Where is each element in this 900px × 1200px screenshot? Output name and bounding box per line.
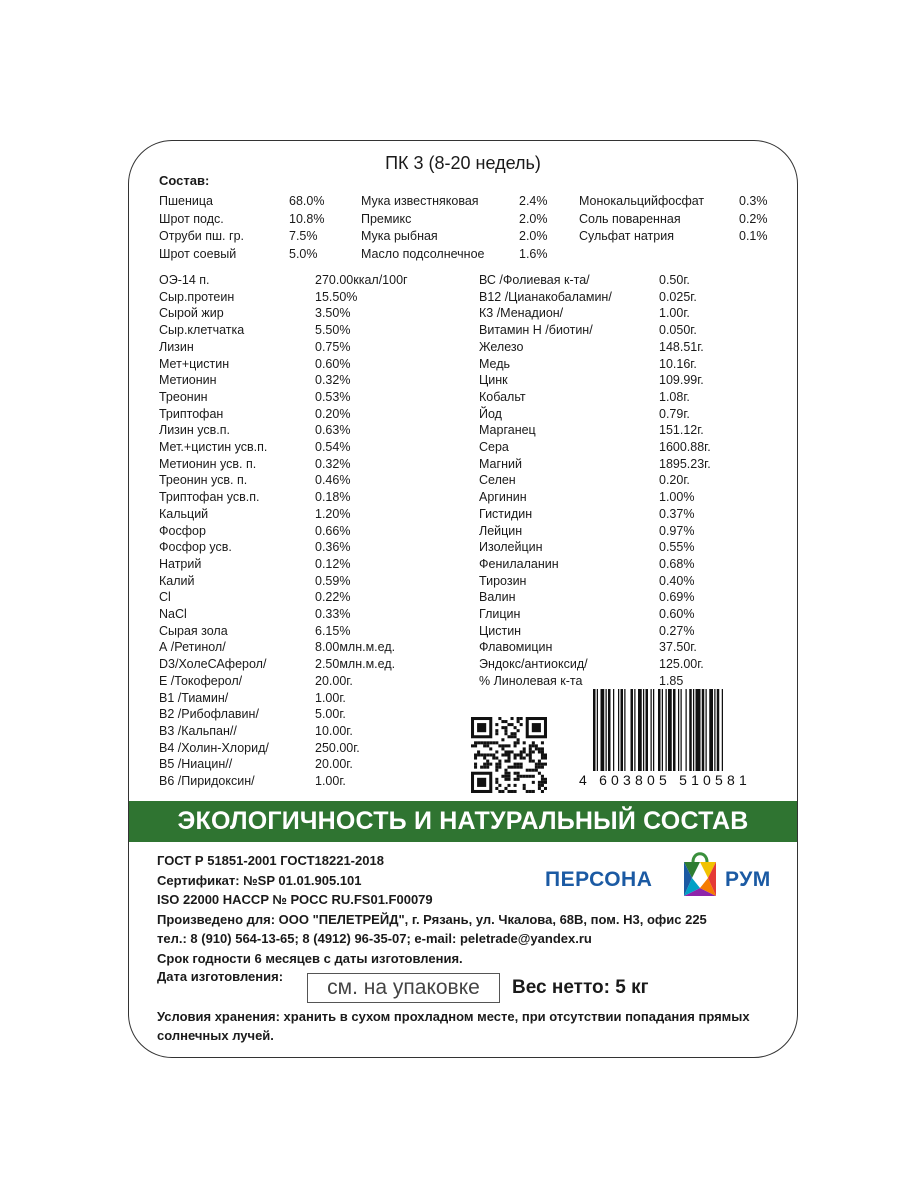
item-value: 5.50%	[315, 323, 351, 338]
item-value: 0.66%	[315, 523, 351, 538]
item-name: В4 /Холин-Хлорид/	[159, 740, 269, 755]
nutrient-row	[159, 322, 408, 339]
item-name: Е /Токоферол/	[159, 673, 243, 688]
item-value: 10.16г.	[659, 356, 697, 371]
item-name: Премикс	[361, 211, 412, 226]
item-value: 151.12г.	[659, 423, 704, 438]
item-name: Триптофан	[159, 406, 224, 421]
shopping-bag-icon	[680, 848, 720, 900]
nutrient-row	[159, 573, 408, 590]
item-value: 0.36%	[315, 540, 351, 555]
item-value: 148.51г.	[659, 339, 704, 354]
item-value: 15.50%	[315, 289, 358, 304]
item-name: D3/ХолеСАферол/	[159, 657, 267, 672]
item-value: 1.00г.	[315, 774, 346, 789]
ingredient-row	[361, 228, 548, 246]
item-name: Витамин Н /биотин/	[479, 323, 593, 338]
item-value: 10.00г.	[315, 723, 353, 738]
item-value: 0.33%	[315, 607, 351, 622]
nutrient-row	[159, 690, 408, 707]
item-value: 1.00%	[659, 490, 695, 505]
nutrient-row	[479, 272, 711, 289]
item-value: 0.37%	[659, 506, 695, 521]
item-name: Кобальт	[479, 389, 526, 404]
nutrient-row	[159, 289, 408, 306]
item-value: 1.00г.	[315, 690, 346, 705]
item-value: 1.00г.	[659, 306, 690, 321]
item-name: Сульфат натрия	[579, 229, 674, 243]
product-title: ПК 3 (8-20 недель)	[385, 153, 541, 173]
item-value: 3.50%	[315, 306, 351, 321]
gost-line: ГОСТ Р 51851-2001 ГОСТ18221-2018	[157, 853, 384, 868]
ingredient-row	[579, 228, 768, 246]
item-name: Калий	[159, 573, 195, 588]
nutrient-row	[479, 639, 711, 656]
item-name: Лизин усв.п.	[159, 423, 230, 438]
item-name: Фенилаланин	[479, 556, 559, 571]
item-name: А /Ретинол/	[159, 640, 226, 655]
item-value: 20.00г.	[315, 673, 353, 688]
item-name: Сырой жир	[159, 306, 224, 321]
item-value: 0.32%	[315, 373, 351, 388]
item-value: 5.0%	[289, 246, 318, 261]
ingredient-row	[361, 211, 548, 229]
item-name: Изолейцин	[479, 540, 543, 555]
item-name: Лейцин	[479, 523, 523, 538]
item-value: 1895.23г.	[659, 456, 711, 471]
item-name: Магний	[479, 456, 522, 471]
nutrient-row	[159, 606, 408, 623]
item-name: Масло подсолнечное	[361, 246, 485, 261]
nutrient-row	[159, 272, 408, 289]
nutrient-row	[159, 523, 408, 540]
product-label	[128, 140, 798, 1058]
ingredient-row	[361, 193, 548, 211]
nutrient-row	[479, 506, 711, 523]
item-name: Метионин	[159, 373, 217, 388]
nutrient-row	[159, 489, 408, 506]
nutrient-row	[479, 606, 711, 623]
eco-banner: ЭКОЛОГИЧНОСТЬ И НАТУРАЛЬНЫЙ СОСТАВ	[129, 801, 797, 842]
nutrient-row	[479, 389, 711, 406]
item-name: Мет+цистин	[159, 356, 230, 371]
qr-code	[471, 717, 547, 793]
nutrient-row	[159, 339, 408, 356]
item-name: Метионин усв. п.	[159, 456, 257, 471]
ingredients-column-1	[159, 193, 324, 263]
item-name: Цистин	[479, 623, 522, 638]
item-value: 2.0%	[519, 229, 548, 243]
nutrient-row	[479, 556, 711, 573]
logo-text-right: РУМ	[725, 868, 771, 891]
nutrient-row	[159, 356, 408, 373]
item-value: 0.46%	[315, 473, 351, 488]
certificate-line: Сертификат: №SP 01.01.905.101	[157, 872, 362, 888]
item-name: Шрот подс.	[159, 211, 224, 226]
persona-rum-logo	[545, 846, 785, 906]
nutrient-row	[479, 305, 711, 322]
item-name: Шрот соевый	[159, 246, 237, 261]
nutrients-right-list	[479, 272, 711, 690]
item-name: Селен	[479, 473, 516, 488]
nutrient-row	[479, 289, 711, 306]
item-name: Натрий	[159, 556, 202, 571]
nutrient-row	[479, 356, 711, 373]
item-value: 0.55%	[659, 540, 695, 555]
item-name: Сыр.протеин	[159, 289, 235, 304]
nutrient-row	[479, 439, 711, 456]
item-value: 6.15%	[315, 623, 351, 638]
nutrient-row	[479, 489, 711, 506]
ingredients-column-3	[579, 193, 768, 246]
ingredients-column-2	[361, 193, 548, 263]
item-value: 1.6%	[519, 246, 548, 261]
nutrient-row	[159, 723, 408, 740]
ingredient-row	[579, 193, 768, 211]
item-value: 0.54%	[315, 440, 351, 455]
ingredient-row	[159, 228, 324, 246]
item-value: 0.63%	[315, 423, 351, 438]
item-value: 109.99г.	[659, 373, 704, 388]
nutrient-row	[479, 589, 711, 606]
nutrient-row	[159, 506, 408, 523]
item-value: 2.0%	[519, 211, 548, 226]
item-value: 0.18%	[315, 490, 351, 505]
item-value: 1.08г.	[659, 389, 690, 404]
item-value: 0.53%	[315, 389, 351, 404]
item-name: Монокальцийфосфат	[579, 194, 705, 208]
nutrient-row	[159, 456, 408, 473]
item-value: 0.50г.	[659, 273, 690, 287]
item-value: 68.0%	[289, 194, 325, 208]
item-name: NaCl	[159, 607, 187, 622]
nutrient-row	[479, 573, 711, 590]
item-value: 20.00г.	[315, 757, 353, 772]
item-value: 7.5%	[289, 229, 318, 243]
item-value: 0.2%	[739, 211, 768, 226]
nutrients-left-list	[159, 272, 408, 790]
item-name: Мука рыбная	[361, 229, 438, 243]
item-value: 0.68%	[659, 556, 695, 571]
item-name: В2 /Рибофлавин/	[159, 707, 259, 722]
item-name: ОЭ-14 п.	[159, 273, 210, 287]
producer-line: Произведено для: ООО "ПЕЛЕТРЕЙД", г. Рязань, ул. Чкалова, 68В, пом. Н3, офис 225	[157, 911, 707, 927]
item-value: 0.3%	[739, 194, 768, 208]
item-value: 0.025г.	[659, 289, 697, 304]
item-value: 1600.88г.	[659, 440, 711, 455]
item-name: Железо	[479, 339, 524, 354]
nutrient-row	[479, 539, 711, 556]
manufacture-date-box: см. на упаковке	[307, 973, 500, 1003]
iso-line: ISO 22000 HACCP № РОСС RU.FS01.F00079	[157, 892, 433, 907]
nutrient-row	[479, 322, 711, 339]
nutrient-row	[159, 623, 408, 640]
item-value: 2.4%	[519, 194, 548, 208]
item-value: 0.97%	[659, 523, 695, 538]
item-name: Медь	[479, 356, 511, 371]
item-name: Цинк	[479, 373, 508, 388]
item-value: 0.050г.	[659, 323, 697, 338]
ingredient-row	[579, 211, 768, 229]
item-name: Пшеница	[159, 194, 213, 208]
item-name: Марганец	[479, 423, 536, 438]
nutrient-row	[479, 656, 711, 673]
barcode	[577, 689, 773, 789]
nutrient-row	[159, 422, 408, 439]
item-name: Cl	[159, 590, 171, 605]
net-weight: Вес нетто: 5 кг	[512, 977, 649, 998]
item-value: 270.00ккал/100г	[315, 273, 408, 287]
item-name: В3 /Кальпан//	[159, 723, 237, 738]
item-value: 0.32%	[315, 456, 351, 471]
item-value: 2.50млн.м.ед.	[315, 657, 396, 672]
nutrient-row	[159, 740, 408, 757]
nutrient-row	[159, 556, 408, 573]
nutrient-row	[159, 389, 408, 406]
nutrient-row	[479, 523, 711, 540]
item-value: 8.00млн.м.ед.	[315, 640, 396, 655]
barcode-number: 4 603805 510581	[579, 772, 751, 788]
item-value: 125.00г.	[659, 657, 704, 672]
item-name: Эндокс/антиоксид/	[479, 657, 588, 672]
item-name: Флавомицин	[479, 640, 553, 655]
item-name: ВС /Фолиевая к-та/	[479, 273, 590, 287]
nutrient-row	[159, 639, 408, 656]
nutrient-row	[159, 305, 408, 322]
nutrient-row	[479, 623, 711, 640]
nutrient-row	[159, 439, 408, 456]
item-name: В1 /Тиамин/	[159, 690, 229, 705]
nutrient-row	[159, 673, 408, 690]
item-name: Мет.+цистин усв.п.	[159, 440, 268, 455]
ingredient-row	[159, 193, 324, 211]
item-name: Фосфор усв.	[159, 540, 232, 555]
item-value: 0.12%	[315, 556, 351, 571]
item-name: Тирозин	[479, 573, 527, 588]
item-name: Йод	[479, 406, 502, 421]
ingredient-row	[361, 246, 548, 264]
storage-conditions: Условия хранения: хранить в сухом прохладном месте, при отсутствии попадания прямых солнечных лучей.	[157, 1009, 750, 1043]
nutrient-row	[159, 406, 408, 423]
item-value: 0.75%	[315, 339, 351, 354]
nutrient-row	[479, 456, 711, 473]
nutrient-row	[159, 656, 408, 673]
item-name: Триптофан усв.п.	[159, 490, 260, 505]
item-name: В5 /Ниацин//	[159, 757, 233, 772]
shelf-life-line: Срок годности 6 месяцев с даты изготовления.	[157, 950, 463, 966]
item-name: Кальций	[159, 506, 209, 521]
nutrient-row	[159, 756, 408, 773]
item-name: Соль поваренная	[579, 211, 681, 226]
contacts-line: тел.: 8 (910) 564-13-65; 8 (4912) 96-35-07; e-mail: peletrade@yandex.ru	[157, 931, 592, 946]
nutrient-row	[479, 673, 711, 690]
item-value: 0.22%	[315, 590, 351, 605]
item-name: Сырая зола	[159, 623, 228, 638]
item-name: Отруби пш. гр.	[159, 229, 244, 243]
item-name: % Линолевая к-та	[479, 673, 583, 688]
item-name: В6 /Пиридоксин/	[159, 774, 255, 789]
item-name: Фосфор	[159, 523, 206, 538]
item-value: 0.60%	[315, 356, 351, 371]
item-name: Лизин	[159, 339, 194, 354]
item-value: 0.60%	[659, 607, 695, 622]
item-value: 0.69%	[659, 590, 695, 605]
item-value: 0.79г.	[659, 406, 690, 421]
nutrient-row	[159, 773, 408, 790]
nutrient-row	[159, 472, 408, 489]
item-value: 10.8%	[289, 211, 325, 226]
item-value: 0.27%	[659, 623, 695, 638]
item-name: Сера	[479, 440, 509, 455]
item-value: 37.50г.	[659, 640, 697, 655]
nutrient-row	[479, 422, 711, 439]
nutrient-row	[479, 339, 711, 356]
item-value: 1.85	[659, 673, 684, 688]
item-value: 0.1%	[739, 229, 768, 243]
item-value: 5.00г.	[315, 707, 346, 722]
manufacture-date-label: Дата изготовления:	[157, 969, 284, 984]
item-value: 0.20г.	[659, 473, 690, 488]
item-value: 0.40%	[659, 573, 695, 588]
item-value: 0.59%	[315, 573, 351, 588]
nutrient-row	[479, 406, 711, 423]
item-name: Гистидин	[479, 506, 533, 521]
item-name: Глицин	[479, 607, 521, 622]
item-value: 1.20%	[315, 506, 351, 521]
nutrient-row	[479, 472, 711, 489]
ingredient-row	[159, 211, 324, 229]
ingredient-row	[159, 246, 324, 264]
item-name: В12 /Цианакобаламин/	[479, 289, 612, 304]
item-name: Сыр.клетчатка	[159, 323, 245, 338]
item-name: Аргинин	[479, 490, 527, 505]
item-value: 250.00г.	[315, 740, 360, 755]
item-name: Треонин	[159, 389, 208, 404]
item-name: Мука известняковая	[361, 194, 479, 208]
item-name: Треонин усв. п.	[159, 473, 248, 488]
nutrient-row	[159, 706, 408, 723]
nutrient-row	[479, 372, 711, 389]
item-name: К3 /Менадион/	[479, 306, 564, 321]
logo-text-left: ПЕРСОНА	[545, 868, 653, 891]
nutrient-row	[159, 539, 408, 556]
nutrient-row	[159, 372, 408, 389]
composition-heading: Состав:	[159, 173, 210, 188]
nutrient-row	[159, 589, 408, 606]
item-name: Валин	[479, 590, 516, 605]
item-value: 0.20%	[315, 406, 351, 421]
